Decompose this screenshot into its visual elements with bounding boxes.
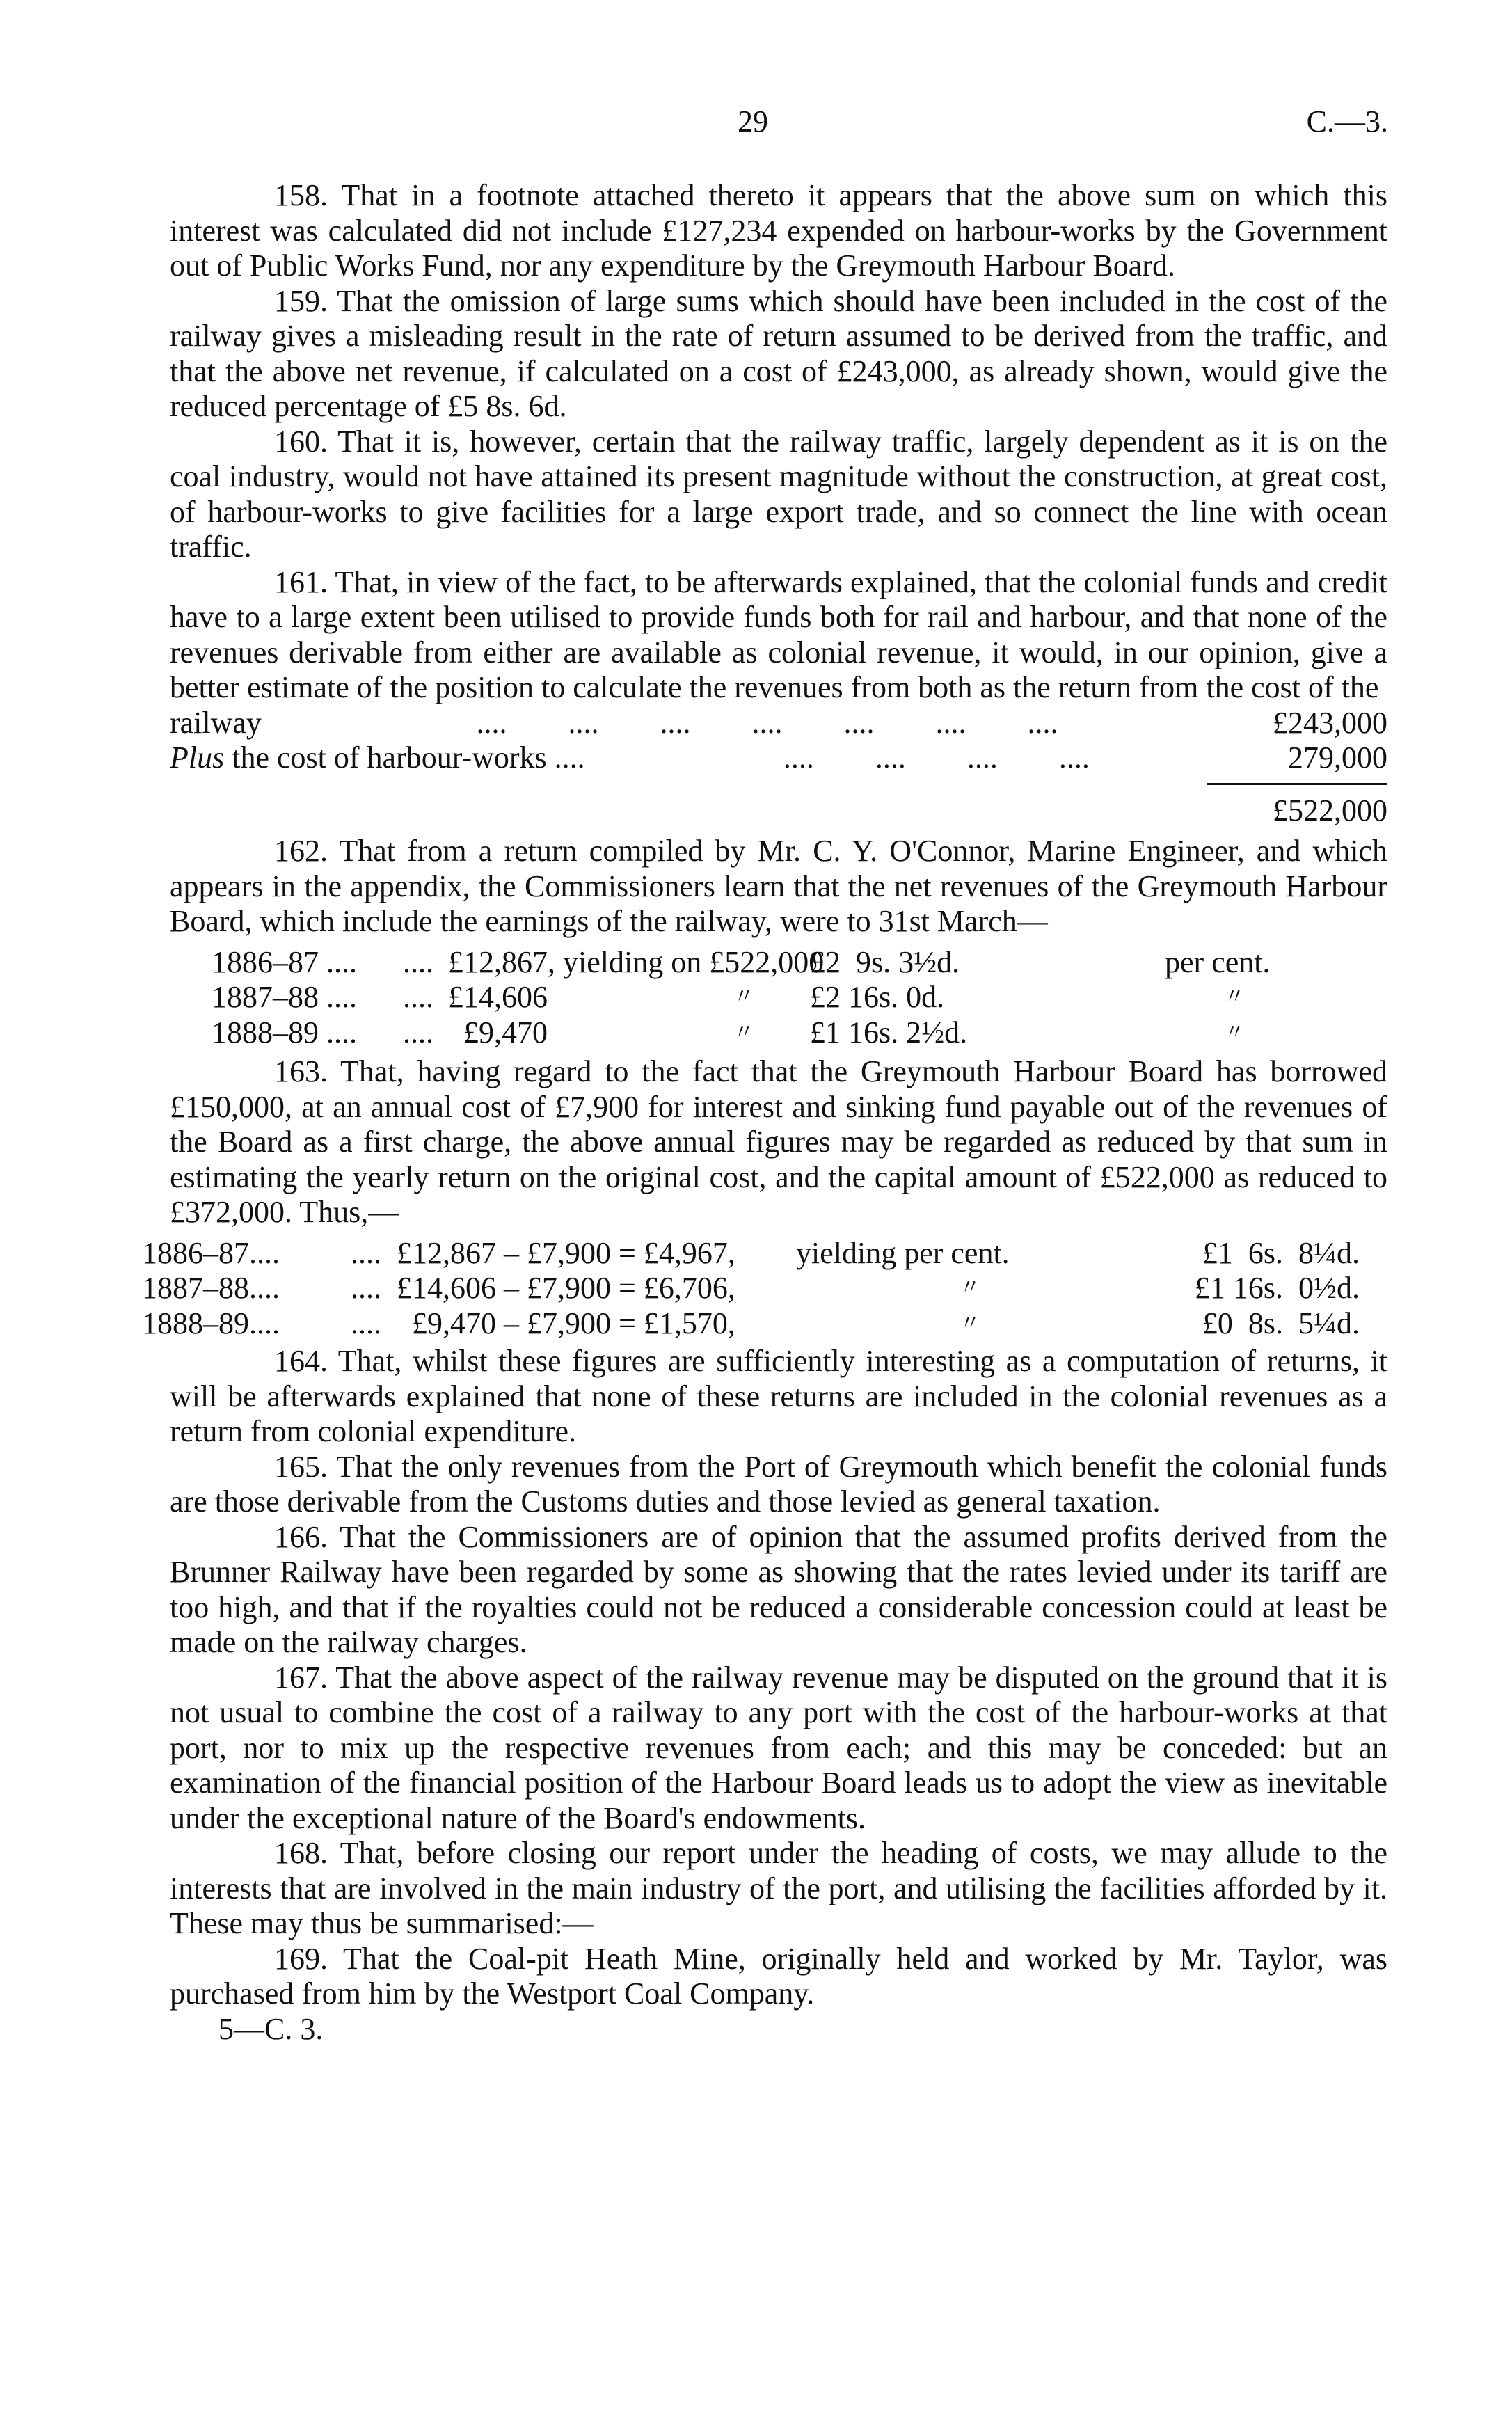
paragraph-168: 168. That, before closing our report under the heading of costs, we may allude to the interests that are involved in the main industry of the port, and utilising the facilities afforded by it. These may thus be summarised:— (170, 1836, 1387, 1940)
page-number: 29 (738, 104, 768, 138)
paragraph-164: 164. That, whilst these figures are sufficiently interesting as a computation of returns, it will be afterwards explained that none of these returns are included in the colonial revenues as a return from colonial expenditure. (170, 1344, 1387, 1448)
leader-dots: .... .... .... .... .... .... .... (476, 705, 1058, 740)
cost-label: railway (170, 705, 262, 740)
document-reference: C.—3. (1306, 104, 1388, 138)
paragraph-160: 160. That it is, however, certain that the railway traffic, largely dependent as it is on the coal industry, would not have attained its present magnitude without the construction, at great cost, of harbour-works to give facilities for a large export trade, and so connect the line with ocean traffic. (170, 424, 1387, 564)
rate: £2 9s. 3½d. (810, 944, 960, 979)
cost-value: 279,000 (1288, 740, 1387, 775)
paragraph-163: 163. That, having regard to the fact that the Greymouth Harbour Board has borrowed £150,000, at an annual cost of £7,900 for interest and sinking fund payable out of the revenues of the Board as a first charge, the above annual figures may be regarded as reduced by that sum in estimating the yearly return on the original cost, and the capital amount of £522,000 as reduced to £372,000. Thus,— (170, 1054, 1387, 1229)
paragraph-167: 167. That the above aspect of the railway revenue may be disputed on the ground that it is not usual to combine the cost of a railway to any port with the cost of the harbour-works at that port, nor to mix up the respective revenues from each; and this may be conceded: but an examination of the financial position of the Harbour Board leads us to adopt the view as inevitable under the exceptional nature of the Board's endowments. (170, 1660, 1387, 1835)
paragraph-159: 159. That the omission of large sums which should have been included in the cost of the railway gives a misleading result in the rate of return assumed to be derived from the traffic, and that the above net revenue, if calculated on a cost of £243,000, as already shown, would give the reduced percentage of £5 8s. 6d. (170, 283, 1387, 423)
paragraph-161: 161. That, in view of the fact, to be afterwards explained, that the colonial funds and credit have to a large extent been utilised to provide funds both for rail and harbour, and that none of the revenues derivable from either are available as colonial revenue, it would, in our opinion, give a better estimate of the position to calculate the revenues from both as the return from the cost of the (170, 564, 1387, 704)
document-body (142, 178, 1387, 2047)
calculation: .... £12,867 – £7,900 = £4,967, (351, 1235, 735, 1270)
paragraph-158: 158. That in a footnote attached thereto it appears that the above sum on which this interest was calculated did not include £127,234 expended on harbour-works by the Government out of Public Works Fund, nor any expenditure by the Greymouth Harbour Board. (170, 178, 1387, 283)
amount-yield: £14,606 〃 (448, 980, 754, 1014)
suffix: 〃 (1224, 985, 1245, 1008)
calculation: .... £9,470 – £7,900 = £1,570, (351, 1306, 735, 1340)
revenues-table (212, 945, 1387, 1051)
cost-line-harbour (170, 740, 1387, 776)
cost-label: the cost of harbour-works .... (224, 740, 585, 775)
suffix: per cent. (1165, 944, 1271, 979)
page-header (0, 104, 1512, 146)
cost-line-railway (170, 706, 1387, 741)
rate: £1 6s. 8¼d. (1202, 1235, 1360, 1270)
sum-rule (1207, 783, 1387, 785)
paragraph-166: 166. That the Commissioners are of opinion that the assumed profits derived from the Brunner Railway have been regarded by some as showing that the rates levied under its tariff are too high, and that if the royalties could not be reduced a considerable concession could at least be made on the railway charges. (170, 1519, 1387, 1659)
year: 1887–88 .... .... (212, 980, 433, 1014)
paragraph-162: 162. That from a return compiled by Mr. C. Y. O'Connor, Marine Engineer, and which appears in the appendix, the Commissioners learn that the net revenues of the Greymouth Harbour Board, which include the earnings of the railway, were to 31st March— (170, 834, 1387, 938)
reduced-returns-table (142, 1236, 1387, 1342)
yielding: 〃 (960, 1276, 980, 1299)
year: 1888–89.... (142, 1306, 280, 1340)
paragraph-165: 165. That the only revenues from the Port of Greymouth which benefit the colonial funds are those derivable from the Customs duties and those levied as general taxation. (170, 1449, 1387, 1519)
yielding: 〃 (960, 1311, 980, 1335)
footer-signature: 5—C. 3. (218, 2011, 324, 2046)
yielding: yielding per cent. (796, 1235, 1010, 1270)
cost-total: £522,000 (1273, 793, 1387, 827)
year: 1888–89 .... .... (212, 1015, 433, 1049)
cost-value: £243,000 (1273, 705, 1387, 740)
calculation: .... £14,606 – £7,900 = £6,706, (351, 1271, 735, 1305)
suffix: 〃 (1224, 1020, 1245, 1044)
rate: £0 8s. 5¼d. (1202, 1306, 1360, 1340)
amount-yield: £9,470 〃 (463, 1015, 754, 1049)
year: 1886–87 .... .... (212, 944, 433, 979)
year: 1886–87.... (142, 1235, 280, 1270)
amount-yield: £12,867, yielding on £522,000 (448, 944, 825, 979)
leader-dots: .... .... .... .... (783, 740, 1090, 775)
plus-label: Plus (170, 740, 225, 775)
rate: £1 16s. 0½d. (1194, 1271, 1360, 1305)
paragraph-169: 169. That the Coal-pit Heath Mine, originally held and worked by Mr. Taylor, was purchased from him by the Westport Coal Company. (170, 1941, 1387, 2011)
rate: £1 16s. 2½d. (810, 1015, 968, 1049)
year: 1887–88.... (142, 1271, 280, 1305)
rate: £2 16s. 0d. (810, 980, 945, 1014)
